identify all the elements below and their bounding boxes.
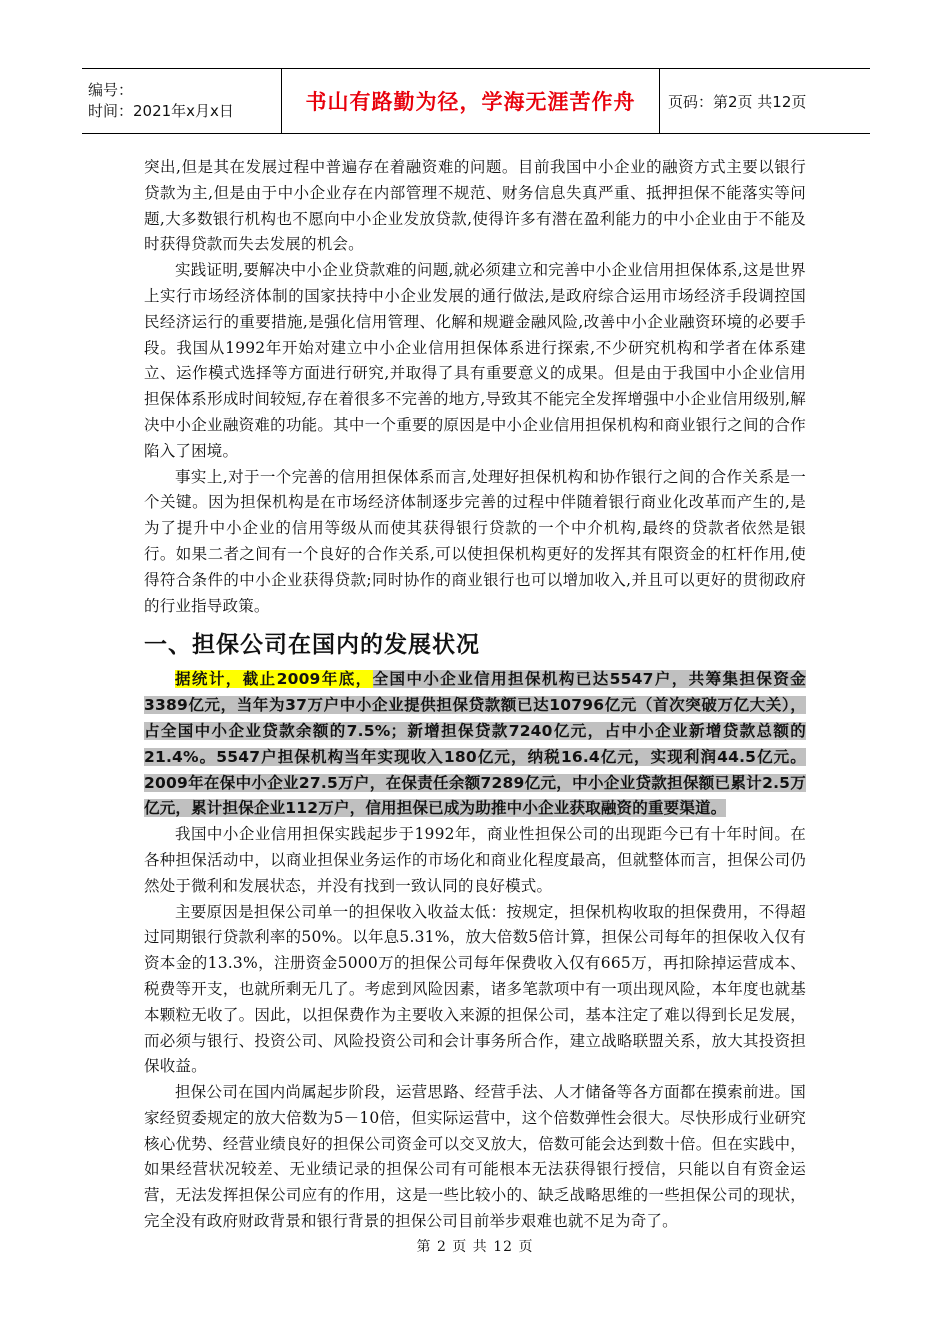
paragraph-history: 我国中小企业信用担保实践起步于1992年，商业性担保公司的出现距今已有十年时间。在各种担保活动中，以商业担保业务运作的市场化和商业化程度最高，但就整体而言，担保公司仍然处于微利和发展状态，并没有找到一致认同的良好模式。: [144, 825, 806, 895]
statistics-lead: 据统计，截止2009年底，: [175, 670, 373, 689]
paragraph-intro-continued: 突出,但是其在发展过程中普遍存在着融资难的问题。目前我国中小企业的融资方式主要以银行贷款为主,但是由于中小企业存在内部管理不规范、财务信息失真严重、抵押担保不能落实等问题,大多数银行机构也不愿向中小企业发放贷款,使得许多有潜在盈利能力的中小企业由于不能及时获得贷款而失去发展的机会。: [144, 158, 806, 254]
statistics-body: 全国中小企业信用担保机构已达5547户，共筹集担保资金3389亿元，当年为37万户中小企业提供担保贷款额已达10796亿元（首次突破万亿大关），占全国中小企业贷款余额的7.5%；新增担保贷款7240亿元，占中小企业新增贷款总额的21.4%。5547户担保机构当年实现收入180亿元，纳税16.4亿元，实现利润44.5亿元。2009年在保中小企业27.5万户，在保责任余额7289亿元，中小企业贷款担保额已累计2.5万亿元，累计担保企业112万户，信用担保已成为助推中小企业获取融资的重要渠道。: [144, 670, 806, 818]
document-date-label: 时间：2021年x月x日: [88, 102, 234, 120]
paragraph-fact: 事实上,对于一个完善的信用担保体系而言,处理好担保机构和协作银行之间的合作关系是一个关键。因为担保机构是在市场经济体制逐步完善的过程中伴随着银行商业化改革而产生的,是为了提升中小企业的信用等级从而使其获得银行贷款的一个中介机构,最终的贷款者依然是银行。如果二者之间有一个良好的合作关系,可以使担保机构更好的发挥其有限资金的杠杆作用,使得符合条件的中小企业获得贷款;同时协作的商业银行也可以增加收入,并且可以更好的贯彻政府的行业指导政策。: [144, 467, 806, 615]
page-footer: 第 2 页 共 12 页: [416, 1239, 534, 1255]
paragraph-startup-stage: 担保公司在国内尚属起步阶段，运营思路、经营手法、人才储备等各方面都在摸索前进。国家经贸委规定的放大倍数为5－10倍，但实际运营中，这个倍数弹性会很大。尽快形成行业研究核心优势、经营业绩良好的担保公司资金可以交叉放大，倍数可能会达到数十倍。但在实践中，如果经营状况较差、无业绩记录的担保公司有可能根本无法获得银行授信，只能以自有资金运营，无法发挥担保公司应有的作用，这是一些比较小的、缺乏战略思维的一些担保公司的现状，完全没有政府财政背景和银行背景的担保公司目前举步艰难也就不足为奇了。: [144, 1083, 806, 1231]
header-meta: [82, 69, 282, 133]
paragraph-practice: 实践证明,要解决中小企业贷款难的问题,就必须建立和完善中小企业信用担保体系,这是世界上实行市场经济体制的国家扶持中小企业发展的通行做法,是政府综合运用市场经济手段调控国民经济运行的重要措施,是强化信用管理、化解和规避金融风险,改善中小企业融资环境的必要手段。我国从1992年开始对建立中小企业信用担保体系进行探索,不少研究机构和学者在体系建立、运作模式选择等方面进行研究,并取得了具有重要意义的成果。但是由于我国中小企业信用担保体系形成时间较短,存在着很多不完善的地方,导致其不能完全发挥增强中小企业信用级别,解决中小企业融资难的功能。其中一个重要的原因是中小企业信用担保机构和商业银行之间的合作陷入了困境。: [144, 261, 806, 460]
document-code-label: 编号：: [88, 81, 134, 99]
paragraph-main-reason: 主要原因是担保公司单一的担保收入收益太低：按规定，担保机构收取的担保费用，不得超过同期银行贷款利率的50%。以年息5.31%，放大倍数5倍计算，担保公司每年的担保收入仅有资本金的13.3%，注册资金5000万的担保公司每年保费收入仅有665万，再扣除掉运营成本、税费等开支，也就所剩无几了。考虑到风险因素，诸多笔款项中有一项出现风险，本年度也就基本颗粒无收了。因此，以担保费作为主要收入来源的担保公司，基本注定了难以得到长足发展，而必须与银行、投资公司、风险投资公司和会计事务所合作，建立战略联盟关系，放大其投资担保收益。: [144, 902, 806, 1076]
page-header: [82, 68, 870, 134]
header-motto-cell: [282, 69, 660, 133]
statistics-paragraph: [144, 667, 806, 822]
document-body: [144, 155, 806, 1235]
header-motto: 书山有路勤为径，学海无涯苦作舟: [305, 90, 636, 114]
header-page-number: 页码：第2页 共12页: [668, 92, 807, 111]
section-heading: 一、担保公司在国内的发展状况: [144, 632, 480, 659]
header-page-cell: [660, 69, 870, 133]
